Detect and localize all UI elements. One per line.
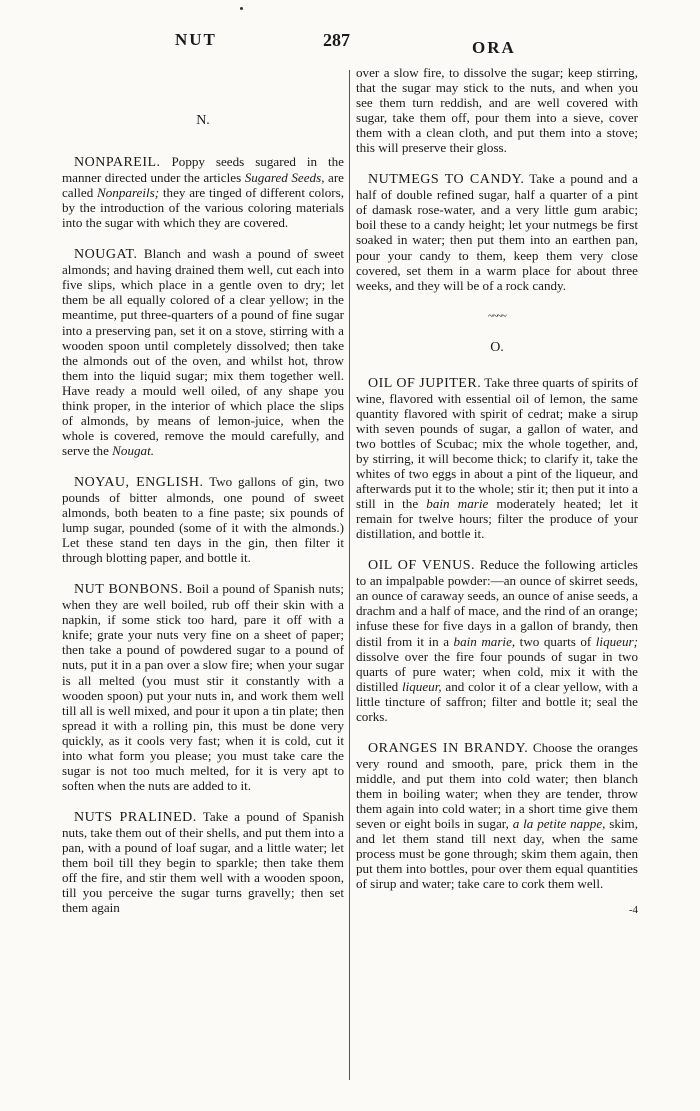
section-letter-o: O. [490,339,504,355]
page-number: 287 [323,30,350,50]
left-column [62,65,344,931]
entry-title: NUTMEGS TO CANDY. [368,172,525,188]
entry-title: OIL OF JUPITER. [368,375,482,391]
entry-text: Boil a pound of Spanish nuts; when they are well boiled, rub off their skin with a napkin, if some stick too hard, pare it off with a knife; grate your nuts very fine on a sheet of paper; then take a pound of powdered sugar to a pound of nuts, put it in a pan over a slow fire; when your sugar is all melted (you must stir it constantly with a wooden spoon) put your nuts in, and work them well till all is well mixed, and pour it upon a tin plate; then spread it with a rolling pin, this must be done very quickly, as it cools very fast; when it is cold, cut it into what form you please; you must take care the sugar is not too much melted, for it is very apt to soften when the nuts are added to it. [62,581,344,793]
entry-text: Choose the oranges very round and smooth, pare, prick them in the middle, and put them into cold water; then blanch them in boiling water; when they are tender, throw them again into cold water; in a short time give them seven or eight boils in sugar, [356,739,638,832]
entry-nuts-pralined [62,809,344,915]
entry-noyau-english [62,474,344,565]
printer-signature: -4 [628,904,638,917]
running-head-left: NUT [175,30,217,49]
entry-italic: Nonpareils; [97,185,160,201]
entry-oranges-in-brandy [356,740,638,891]
entry-italic: bain marie, [453,633,516,649]
entry-text: Blanch and wash a pound of sweet almonds; and having drained them well, cut each into five slips, which place in a gentle oven to dry; let them be all equally colored of a clear yellow; in the meantime, put three-quarters of a pound of fine sugar into a preserving pan, set it on a stove, stirring with a wooden spoon until completely dissolved; then take the almonds out of the oven, and whilst hot, throw them into the liquid sugar; mix them together well. Have ready a mould well oiled, of any shape you think proper, in the interior of which place the slips of almonds, by means of lemon-juice, when the whole is covered, remove the mould carefully, and serve the [62,246,344,458]
entry-italic: liqueur, [401,678,442,694]
entry-title: OIL OF VENUS. [368,558,476,574]
entry-text: skim, and let them stand till next day, when the same process must be gone through; skim them again, then put them into bottles, pour over them equal quantities of sirup and water; take care to cork them well. [356,816,638,892]
entry-title: NOUGAT. [74,247,138,263]
right-column [356,65,638,918]
page-speck [240,7,243,10]
entry-oil-of-venus [356,557,638,724]
entry-continuation: over a slow fire, to dissolve the sugar; keep stirring, that the sugar may stick to the nuts, and when you see them turn reddish, and are well covered with sugar, take them off, pour them into a sieve, cover them with a clean cloth, and put them into a stove; this will preserve their gloss. [356,65,638,156]
entry-italic: a la petite nappe, [512,816,606,832]
entry-text: Take three quarts of spirits of wine, flavored with essential oil of lemon, the same quantity flavored with spirit of cedrat; make a sirup with seven pounds of sugar, a gallon of water, and two bottles of Scubac; mix the whole together, and, by stirring, it will become thick; to clarify it, take the whites of two eggs in about a pint of the liqueur, and afterwards put it to the whole; stir it; then put it into a still in the [356,374,638,512]
entry-text: and color it of a clear yellow, with a little tincture of saffron; filter and bottle it; seal the corks. [356,678,638,724]
entry-title: NONPAREIL. [74,155,161,171]
entry-title: NOYAU, ENGLISH. [74,474,204,490]
entry-nutmegs-to-candy [356,171,638,292]
entry-italic: liqueur; [595,633,638,649]
entry-italic: bain marie [426,496,489,512]
column-divider [349,70,350,1080]
entry-nonpareil [62,154,344,230]
entry-text: are called [62,170,344,201]
section-ornament: ~~~~ [488,310,506,322]
entry-nougat [62,246,344,458]
entry-text: Two gallons of gin, two pounds of bitter almonds, one pound of sweet almonds, both beaten to a fine paste; six pounds of lump sugar, pounded (some of it with the almonds.) Let these stand ten days in the gin, then filter it through blotting paper, and bottle it. [62,473,344,566]
entry-title: ORANGES IN BRANDY. [368,740,529,756]
entry-nut-bonbons [62,581,344,793]
entry-text: moderately heated; let it remain for twelve hours; filter the produce of your distillation, and bottle it. [356,496,638,542]
entry-text: Reduce the following articles to an impalpable powder:—an ounce of skirret seeds, an ounce of caraway seeds, an ounce of anise seeds, a drachm and a half of mace, and the rind of an orange; infuse these for five days in a gallon of brandy, then distil from it in a [356,557,639,649]
entry-italic: Sugared Seeds, [244,170,325,186]
entry-oil-of-jupiter [356,375,638,542]
running-head-right: ORA [472,38,516,57]
entry-text: Take a pound and a half of double refined sugar, half a quarter of a pint of damask rose-water, and a very little gum arabic; boil these to a candy height; let your nutmegs be first soaked in water; then put them into an earthen pan, pour your candy to them, keep them very close covered, set them in a warm place for about three weeks, and they will be of a rock candy. [356,171,638,293]
entry-text: Take a pound of Spanish nuts, take them out of their shells, and put them into a pan, with a pound of loaf sugar, and a little water; let them boil till they begin to sparkle; then take them off the fire, and stir them well with a wooden spoon, till you perceive the sugar turns gravelly; then set them again [62,808,344,916]
entry-text: two quarts of [515,633,596,649]
entry-title: NUT BONBONS. [74,582,183,598]
section-letter-n: N. [196,113,210,128]
entry-text: Poppy seeds sugared in the manner directed under the articles [62,154,344,186]
entry-italic: Nougat. [112,442,155,458]
entry-text: dissolve over the fire four pounds of sugar in two quarts of pure water; when cold, mix it with the distilled [356,648,638,694]
entry-text: they are tinged of different colors, by the introduction of the various coloring materials into the sugar with which they are covered. [62,185,344,231]
entry-title: NUTS PRALINED. [74,809,197,825]
